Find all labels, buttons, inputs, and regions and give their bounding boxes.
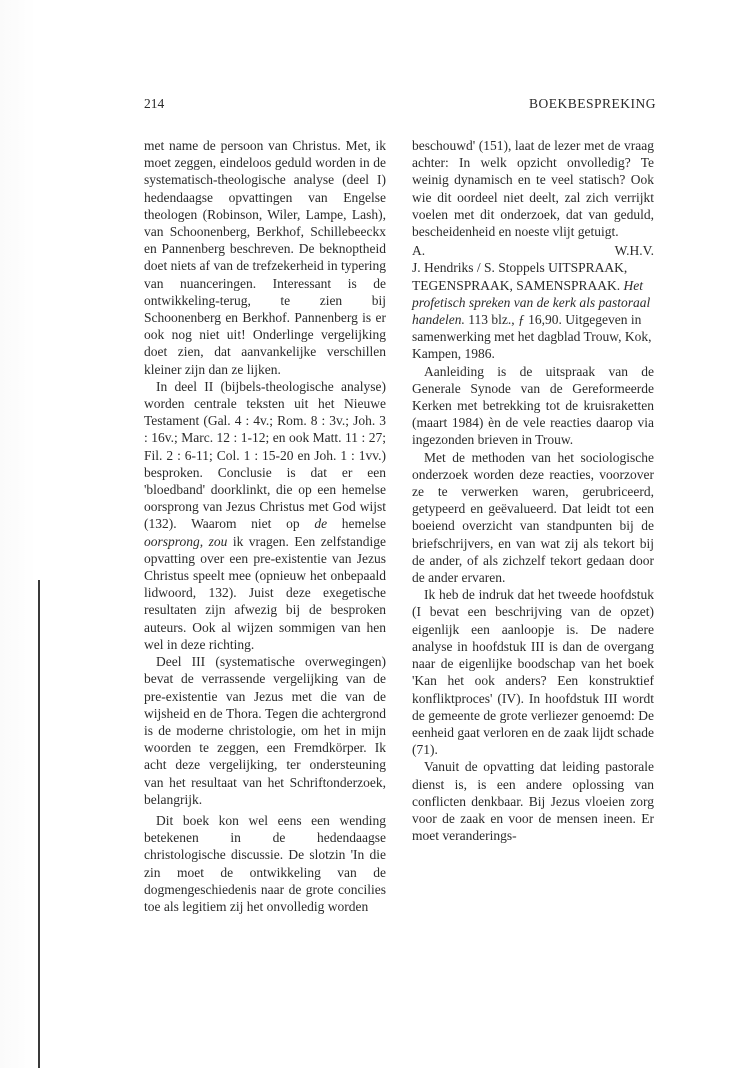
text-run: hemelse [327,516,386,532]
book-subtitle: Het profetisch spreken van de kerk als pastoraal handelen. [412,277,651,328]
book-authors-title: J. Hendriks / S. Stoppels UITSPRAAK, TEGENSPRAAK, SAMENSPRAAK. [412,260,628,293]
emphasis-text: de [314,516,328,532]
paragraph: Met de methoden van het sociologische onderzoek worden deze reacties, voorzover ze te verwerken waren, gerubriceerd, getypeerd en geëvalueerd. Dat leidt tot een boeiend overzicht van standpunten bij de briefschrijvers, en van wat zij als tekort bij de ander, of als zichzelf tekort gedaan door de ander ervaren. [412,449,654,586]
review-signoff [412,242,654,259]
book-review-heading [412,259,654,362]
currency-sign: ƒ [518,312,525,328]
reviewer-initials: W.H.V. [614,243,654,259]
paragraph [144,378,386,653]
page-header [144,96,656,116]
text-run: ik vragen. Een zelfstandige opvatting over een pre-existentie van Jezus Christus speelt mee (opnieuw het onbepaald lidwoord, 132). Juist deze exegetische resultaten zijn afwezig bij de besproken auteurs. Ook al wijzen sommigen van hen wel in deze richting. [144,533,386,652]
book-details: 113 blz., [468,312,518,328]
paragraph: Aanleiding is de uitspraak van de Generale Synode van de Gereformeerde Kerken met betrekking tot de kruisraketten (maart 1984) èn de vele reacties daarop via ingezonden brieven in Trouw. [412,363,654,448]
paragraph: Dit boek kon wel eens een wending betekenen in de hedendaagse christologische discussie. De slotzin 'In die zin moet de ontwikkeling van de dogmengeschiedenis naar de grote concilies toe als legitiem zij het onvolledig worden [144,812,386,914]
paragraph: met name de persoon van Christus. Met, ik moet zeggen, eindeloos geduld worden in de systematisch-theologische analyse (deel I) hedendaagse opvattingen van Engelse theologen (Robinson, Wiler, Lampe, Lash), van Schoonenberg, Berkhof, Schillebeeckx en Pannenberg beschreven. De beknoptheid doet niets af van de trefzekerheid in typering van nuanceringen. Interessant is de ontwikkeling-terug, te zien bij Schoonenberg en Berkhof. Pannenberg is er ook nog niet uit! Onderlinge vergelijking doet zien, dat aanvankelijke verschillen kleiner zijn dan ze lijken. [144,138,386,377]
page-number: 214 [144,96,165,111]
emphasis-text: zou [208,533,228,549]
right-column [412,137,654,844]
paragraph: Vanuit de opvatting dat leiding pastorale dienst is, is een andere oplossing van conflicten denkbaar. Bij Jezus vloeien zorg voor de zaak en voor de mensen ineen. Er moet veranderings- [412,759,654,844]
text-run: In deel II (bijbels-theologische analyse) worden centrale teksten uit het Nieuwe Testament (Gal. 4 : 4v.; Rom. 8 : 3v.; Joh. 3 : 16v.; Marc. 12 : 1-12; en ook Matt. 11 : 27; Fil. 2 : 6-11; Col. 1 : 15-20 en Joh. 1 : 1vv.) besproken. Conclusie is dat er een 'bloedband' doorklinkt, die op een hemelse oorsprong van Jezus Christus met God wijst (132). Waarom niet op [144,378,386,532]
paragraph: Deel III (systematische overwegingen) bevat de verrassende vergelijking van de pre-existentie van Jezus met die van de wijsheid en de Thora. Tegen die achtergrond is de moderne christologie, om het in mijn woorden te zeggen, een Fremdkörper. Ik acht deze vergelijking, ter ondersteuning van het resultaat van het Schriftonderzoek, belangrijk. [144,654,386,807]
emphasis-text: oorsprong, [144,533,204,549]
running-head: BOEKBESPREKING [528,96,656,111]
left-column [144,137,386,915]
paragraph: beschouwd' (151), laat de lezer met de vraag achter: In welk opzicht onvolledig? Te weinig dynamisch en te veel statisch? Ook wie dit oordeel niet deelt, zal zich verrijkt voelen met dit onderzoek, dat van geduld, bescheidenheid en noeste vlijt getuigt. [412,138,654,240]
paragraph: Ik heb de indruk dat het tweede hoofdstuk (I bevat een beschrijving van de opzet) eigenlijk een aanloopje is. De nadere analyse in hoofdstuk III is dan de overgang naar de eigenlijke boodschap van het boek 'Kan het ook anders? Een konstruktief konfliktproces' (IV). In hoofdstuk III wordt de gemeente de grote verliezer genoemd: De eenheid gaat verloren en de zaak lijdt schade (71). [412,587,654,758]
book-publisher: 16,90. Uitgegeven in samenwerking met het dagblad Trouw, Kok, Kampen, 1986. [412,312,652,362]
signoff-initial: A. [412,243,426,259]
